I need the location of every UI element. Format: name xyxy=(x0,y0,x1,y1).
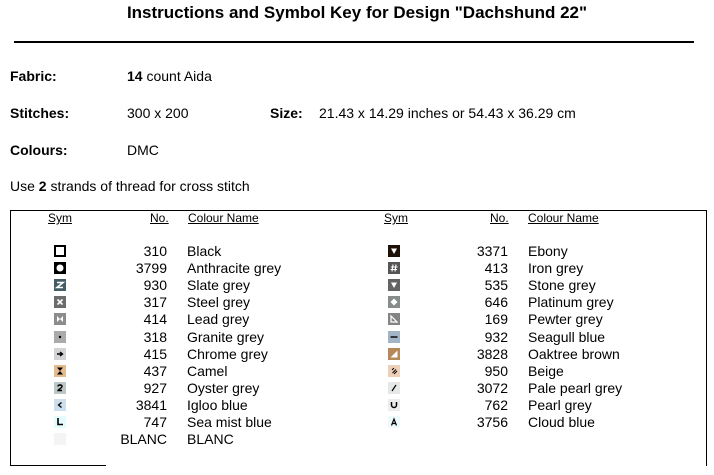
size-label: Size: xyxy=(270,105,303,121)
table-bottom-border xyxy=(10,465,106,466)
colour-name: Stone grey xyxy=(528,277,596,294)
table-row xyxy=(0,243,714,260)
stitches-label: Stitches: xyxy=(10,105,70,121)
colour-number: 950 xyxy=(484,362,508,379)
colour-number: 169 xyxy=(484,311,508,328)
table-row xyxy=(0,397,714,414)
colour-number: 413 xyxy=(484,260,508,277)
colour-name: Platinum grey xyxy=(528,294,614,311)
double-slash-icon xyxy=(388,365,400,377)
colour-number: 317 xyxy=(143,294,167,311)
table-row xyxy=(0,311,714,328)
colour-number: 3756 xyxy=(476,414,508,430)
colour-name: Igloo blue xyxy=(187,396,248,413)
header-sym-left: Sym xyxy=(48,211,72,225)
colour-number: 747 xyxy=(143,414,167,430)
colour-number: 3371 xyxy=(476,243,508,259)
colour-name: Camel xyxy=(187,362,228,379)
colour-name: Pearl grey xyxy=(528,396,592,413)
table-row xyxy=(0,380,714,397)
table-row xyxy=(0,277,714,294)
colour-number: 3828 xyxy=(476,345,508,362)
colour-name: Lead grey xyxy=(187,311,250,328)
colour-name: Granite grey xyxy=(187,328,265,345)
colour-number: 414 xyxy=(143,311,167,328)
header-sym-right: Sym xyxy=(384,211,408,225)
down-triangle-icon xyxy=(388,245,400,257)
fabric-value xyxy=(127,68,212,84)
colour-name: Black xyxy=(187,243,222,259)
header-no-right: No. xyxy=(490,211,509,225)
hash-icon xyxy=(388,262,400,274)
header-no-left: No. xyxy=(150,211,169,225)
colour-name: BLANC xyxy=(187,431,234,448)
fabric-type: count Aida xyxy=(146,68,212,84)
title-divider xyxy=(14,41,694,43)
colour-name: Seagull blue xyxy=(528,328,606,345)
strands-suffix: strands of thread for cross stitch xyxy=(50,178,250,194)
header-name-right: Colour Name xyxy=(528,211,599,225)
header-name-left: Colour Name xyxy=(188,211,259,225)
fabric-label: Fabric: xyxy=(10,68,57,84)
colours-value: DMC xyxy=(127,142,159,158)
page-title: Instructions and Symbol Key for Design "Dachshund 22" xyxy=(126,3,588,22)
colour-name: Beige xyxy=(528,362,564,379)
colour-number: 762 xyxy=(484,396,508,413)
table-row xyxy=(0,260,714,277)
colour-number: 415 xyxy=(143,345,167,362)
table-row xyxy=(0,294,714,311)
colour-number: 3799 xyxy=(135,260,167,277)
a-letter-icon xyxy=(388,416,400,428)
half-triangle-icon xyxy=(388,348,400,360)
table-row xyxy=(0,431,714,448)
triangle-corner-icon xyxy=(388,313,400,325)
colour-name: Iron grey xyxy=(528,260,584,277)
colour-number: 927 xyxy=(143,379,167,396)
colour-number: 3072 xyxy=(476,379,508,396)
colour-number: 318 xyxy=(143,328,167,345)
table-row xyxy=(0,329,714,346)
table-row xyxy=(0,346,714,363)
colour-number: 930 xyxy=(143,277,167,294)
colour-number: BLANC xyxy=(120,431,167,448)
dash-icon xyxy=(388,331,400,343)
size-value: 21.43 x 14.29 inches or 54.43 x 36.29 cm xyxy=(319,105,576,121)
colour-name: Pale pearl grey xyxy=(528,379,623,396)
colour-name: Pewter grey xyxy=(528,311,603,328)
strands-count: 2 xyxy=(38,178,47,194)
colour-number: 932 xyxy=(484,328,508,345)
table-row xyxy=(0,363,714,380)
strands-prefix: Use xyxy=(10,178,35,194)
colour-number: 437 xyxy=(143,362,167,379)
diamond-icon xyxy=(388,296,400,308)
colour-name: Slate grey xyxy=(187,277,251,294)
colours-label: Colours: xyxy=(10,142,68,158)
strands-instruction xyxy=(10,178,250,194)
colour-name: Anthracite grey xyxy=(187,260,282,277)
u-letter-icon xyxy=(388,399,400,411)
colour-name: Ebony xyxy=(528,243,568,259)
colour-name: Chrome grey xyxy=(187,345,268,362)
colour-name: Oyster grey xyxy=(187,379,260,396)
fabric-count: 14 xyxy=(127,68,143,84)
colour-number: 310 xyxy=(143,243,167,259)
down-triangle-icon xyxy=(388,279,400,291)
colour-number: 646 xyxy=(484,294,508,311)
colour-name: Oaktree brown xyxy=(528,345,620,362)
colour-number: 535 xyxy=(484,277,508,294)
colour-number: 3841 xyxy=(135,396,167,413)
colour-name: Sea mist blue xyxy=(187,414,272,430)
colour-name: Cloud blue xyxy=(528,414,595,430)
slash-icon xyxy=(388,382,400,394)
colour-name: Steel grey xyxy=(187,294,251,311)
blank-icon xyxy=(54,433,66,445)
table-row xyxy=(0,414,714,431)
stitches-value: 300 x 200 xyxy=(127,105,189,121)
